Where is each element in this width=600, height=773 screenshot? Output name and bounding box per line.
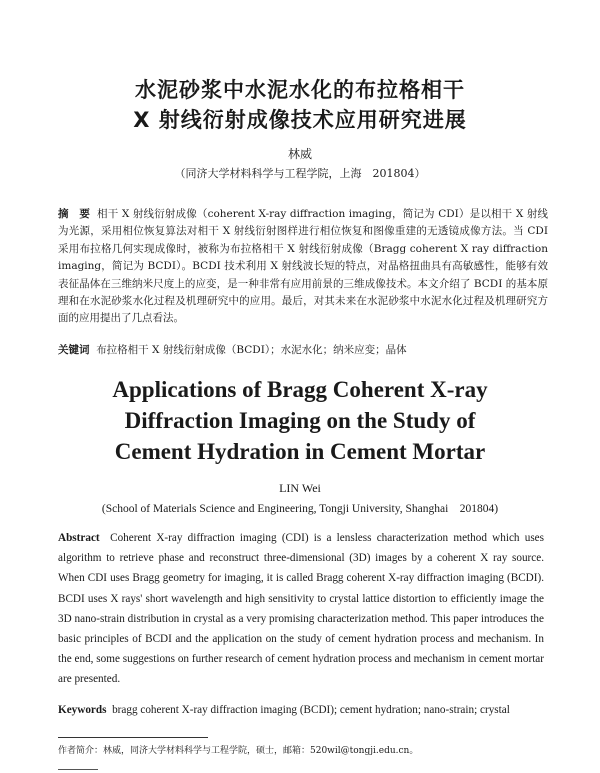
english-author: LIN Wei <box>279 481 321 495</box>
chinese-abstract-label: 摘 要 <box>58 208 91 220</box>
english-abstract <box>58 528 544 690</box>
english-title-line-1: Applications of Bragg Coherent X-ray <box>112 377 488 402</box>
chinese-keywords <box>58 342 548 357</box>
english-keywords <box>58 701 544 719</box>
chinese-author: 林威 <box>287 147 312 161</box>
chinese-title-line-1: 水泥砂浆中水泥水化的布拉格相干 <box>135 78 465 102</box>
chinese-keywords-text: 布拉格相干 X 射线衍射成像（BCDI）；水泥水化；纳米应变；晶体 <box>96 344 407 356</box>
english-title-line-3: Cement Hydration in Cement Mortar <box>114 439 486 464</box>
chinese-affiliation: （同济大学材料科学与工程学院，上海 201804） <box>174 167 426 180</box>
author-footnote: 作者简介：林威，同济大学材料科学与工程学院，硕士，邮箱：520wil@tongji.edu.cn。 <box>58 746 419 756</box>
page-bottom-mark <box>58 769 98 770</box>
english-abstract-text: Coherent X-ray diffraction imaging (CDI) is a lensless characterization method which uses algorithm to retrieve phase and reconstruct three-dimensional (3D) images by a coherent X ray source. When CDI uses Bragg geometry for imaging, it is called Bragg coherent X-ray diffraction imaging (BCDI). BCDI uses X rays' short wavelength and high sensitivity to crystal lattice distortion to efficiently image the 3D nano-strain distribution in crystal as a very promising characterization method. This paper introduces the basic principles of BCDI and the application on the study of cement hydration process and mechanism. In the end, some suggestions on further research of cement hydration process and mechanism in cement mortar are presented. <box>58 532 544 686</box>
english-abstract-label: Abstract <box>58 532 100 544</box>
english-keywords-label: Keywords <box>58 704 107 716</box>
chinese-abstract-text: 相干 X 射线衍射成像（coherent X-ray diffraction imaging，简记为 CDI）是以相干 X 射线为光源，采用相位恢复算法对相干 X 射线衍射图样进行相位恢复和图像重建的无透镜成像方法。当 CDI 采用布拉格几何实现成像时，被称为布拉格相干 X 射线衍射成像（Bragg coherent X ray diffraction imaging，简记为 BCDI）。BCDI 技术利用 X 射线波长短的特点，对晶格扭曲具有高敏感性，能够有效表征晶体在三维纳米尺度上的应变，是一种非常有应用前景的三维成像技术。本文介绍了 BCDI 的基本原理和在水泥砂浆水化过程及机理研究中的应用。最后，对其未来在水泥砂浆中水泥水化过程及机理研究方面的应用提出了几点看法。 <box>58 208 548 325</box>
footnote-divider <box>58 737 208 738</box>
english-keywords-text: bragg coherent X-ray diffraction imaging (BCDI); cement hydration; nano-strain; crystal <box>112 704 510 716</box>
chinese-abstract <box>58 206 548 328</box>
chinese-keywords-label: 关键词 <box>58 344 90 356</box>
chinese-title-line-2: X 射线衍射成像技术应用研究进展 <box>133 108 467 132</box>
english-affiliation: (School of Materials Science and Engineering, Tongji University, Shanghai 201804) <box>101 503 499 515</box>
english-title-line-2: Diffraction Imaging on the Study of <box>124 408 476 433</box>
